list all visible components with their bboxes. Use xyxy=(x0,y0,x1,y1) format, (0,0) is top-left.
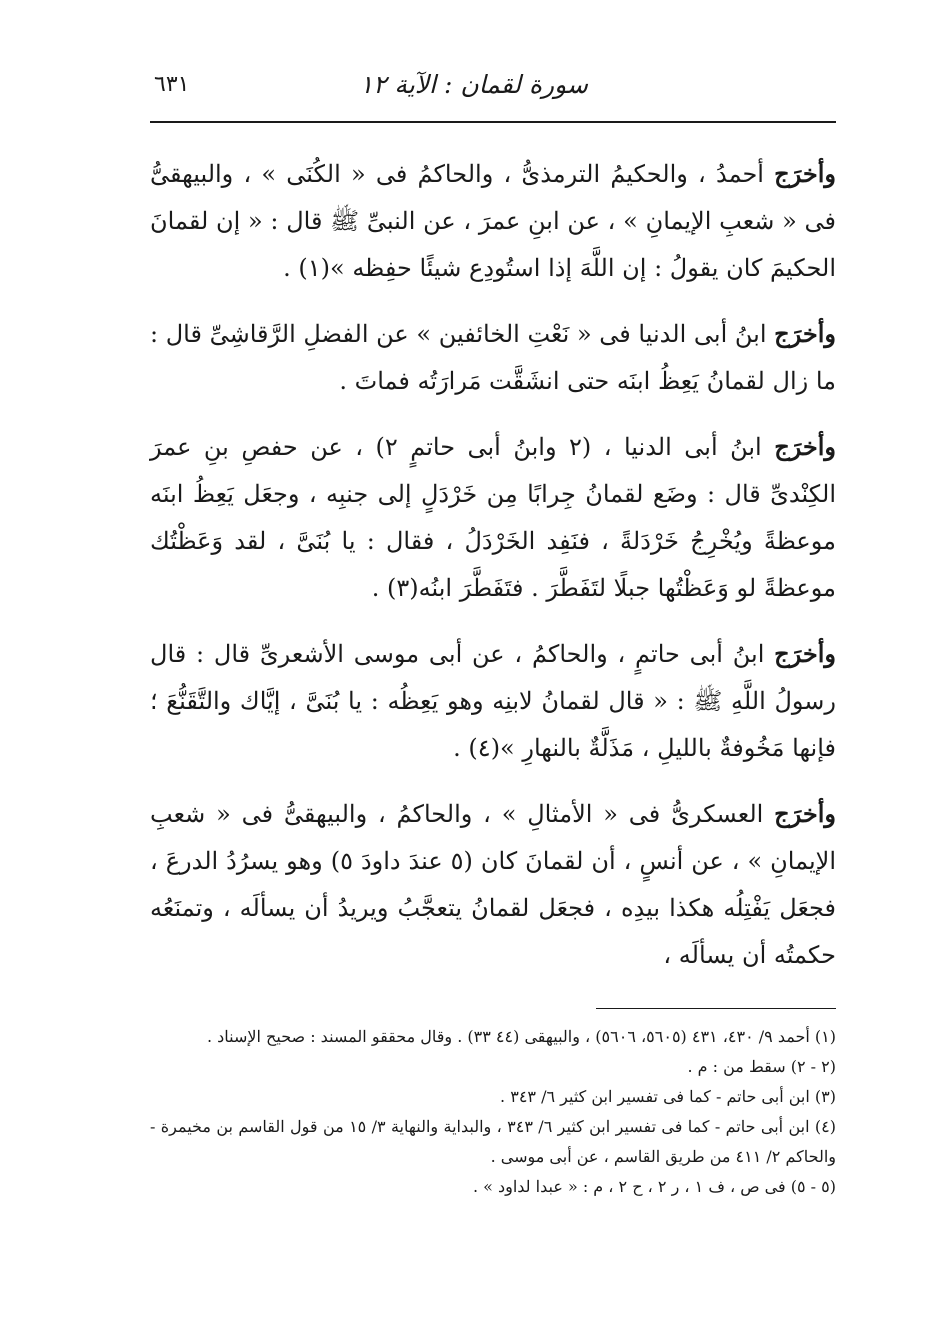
paragraph-lead: وأخرَج xyxy=(774,432,837,461)
paragraph-text: ابنُ أبى الدنيا فى « نَعْتِ الخائفين » عن الفضلِ الرَّقاشِىِّ قال : ما زال لقمانُ يَعِظُ ابنَه حتى انشَقَّت مَرارَتُه فماتَ . xyxy=(150,320,836,395)
footnotes xyxy=(150,1022,836,1202)
paragraph-text: ابنُ أبى حاتمٍ ، والحاكمُ ، عن أبى موسى الأشعرىِّ قال : قال رسولُ اللَّهِ ﷺ : « قال لقمانُ لابنِه وهو يَعِظُه : يا بُنَىَّ ، إيَّاك والتَّقَنُّعَ ؛ فإنها مَخُوفةٌ بالليلِ ، مَذَلَّةٌ بالنهارِ »(٤) . xyxy=(150,640,836,762)
paragraph-lead: وأخرَج xyxy=(774,159,836,188)
paragraph-4 xyxy=(150,630,836,772)
header-rule xyxy=(150,121,836,123)
running-title: سورة لقمان : الآية ١٢ xyxy=(359,70,588,99)
page-number: ٦٣١ xyxy=(154,72,190,97)
footnote-5: (٥ - ٥) فى ص ، ف ١ ، ر ٢ ، ح ٢ ، م : « عبدا لداود » . xyxy=(472,1177,836,1196)
paragraph-5 xyxy=(150,790,836,979)
paragraph-lead: وأخرَج xyxy=(774,319,836,348)
footnote-3: (٣) ابن أبى حاتم - كما فى تفسير ابن كثير ٦/ ٣٤٣ . xyxy=(500,1087,836,1106)
footnote-1: (١) أحمد ٩/ ٤٣٠، ٤٣١ (٥٦٠٥، ٥٦٠٦) ، والبيهقى (٤٤ ٣٣) . وقال محققو المسند : صحيح الإسناد . xyxy=(206,1027,836,1046)
body-text xyxy=(150,150,836,997)
paragraph-lead: وأخرَج xyxy=(774,639,836,668)
paragraph-text: ابنُ أبى الدنيا ، (٢ وابنُ أبى حاتمٍ ٢) ، عن حفصِ بنِ عمرَ الكِنْدىِّ قال : وضَع لقمانُ جِرابًا مِن خَرْدَلٍ إلى جنبِه ، وجعَل يَعِظُ ابنَه موعظةً ويُخْرِجُ خَرْدَلةً ، فنَفِد الخَرْدَلُ ، فقال : يا بُنَىَّ ، لقد وَعَظْتُك موعظةً لو وَعَظْتُها جبلًا لتَفَطَّرَ . فتَفَطَّرَ ابنُه(٣) . xyxy=(150,433,836,602)
paragraph-2 xyxy=(150,310,836,405)
running-header xyxy=(150,70,836,110)
footnote-rule xyxy=(596,1008,836,1009)
footnote-4: (٤) ابن أبى حاتم - كما فى تفسير ابن كثير ٦/ ٣٤٣ ، والبداية والنهاية ٣/ ١٥ من قول القاسم بن مخيمرة - والحاكم ٢/ ٤١١ من طريق القاسم ، عن أبى موسى . xyxy=(150,1117,837,1166)
footnote-2: (٢ - ٢) سقط من : م . xyxy=(687,1057,836,1076)
paragraph-text: أحمدُ ، والحكيمُ الترمذىُّ ، والحاكمُ فى « الكُنَى » ، والبيهقىُّ فى « شعبِ الإيمانِ » ، عن ابنِ عمرَ ، عن النبىِّ ﷺ قال : « إن لقمانَ الحكيمَ كان يقولُ : إن اللَّهَ إذا استُودِع شيئًا حفِظه »(١) . xyxy=(150,160,836,282)
book-page xyxy=(150,0,836,1342)
paragraph-3 xyxy=(150,423,836,612)
paragraph-text: العسكرىُّ فى « الأمثالِ » ، والحاكمُ ، والبيهقىُّ فى « شعبِ الإيمانِ » ، عن أنسٍ ، أن لقمانَ كان (٥ عندَ داودَ ٥) وهو يسرُدُ الدرعَ ، فجعَل يَفْتِلُه هكذا بيدِه ، فجعَل لقمانُ يتعجَّبُ ويريدُ أن يسألَه ، وتمنَعُه حكمتُه أن يسألَه ، xyxy=(150,800,836,969)
paragraph-lead: وأخرَج xyxy=(774,799,836,828)
paragraph-1 xyxy=(150,150,836,292)
